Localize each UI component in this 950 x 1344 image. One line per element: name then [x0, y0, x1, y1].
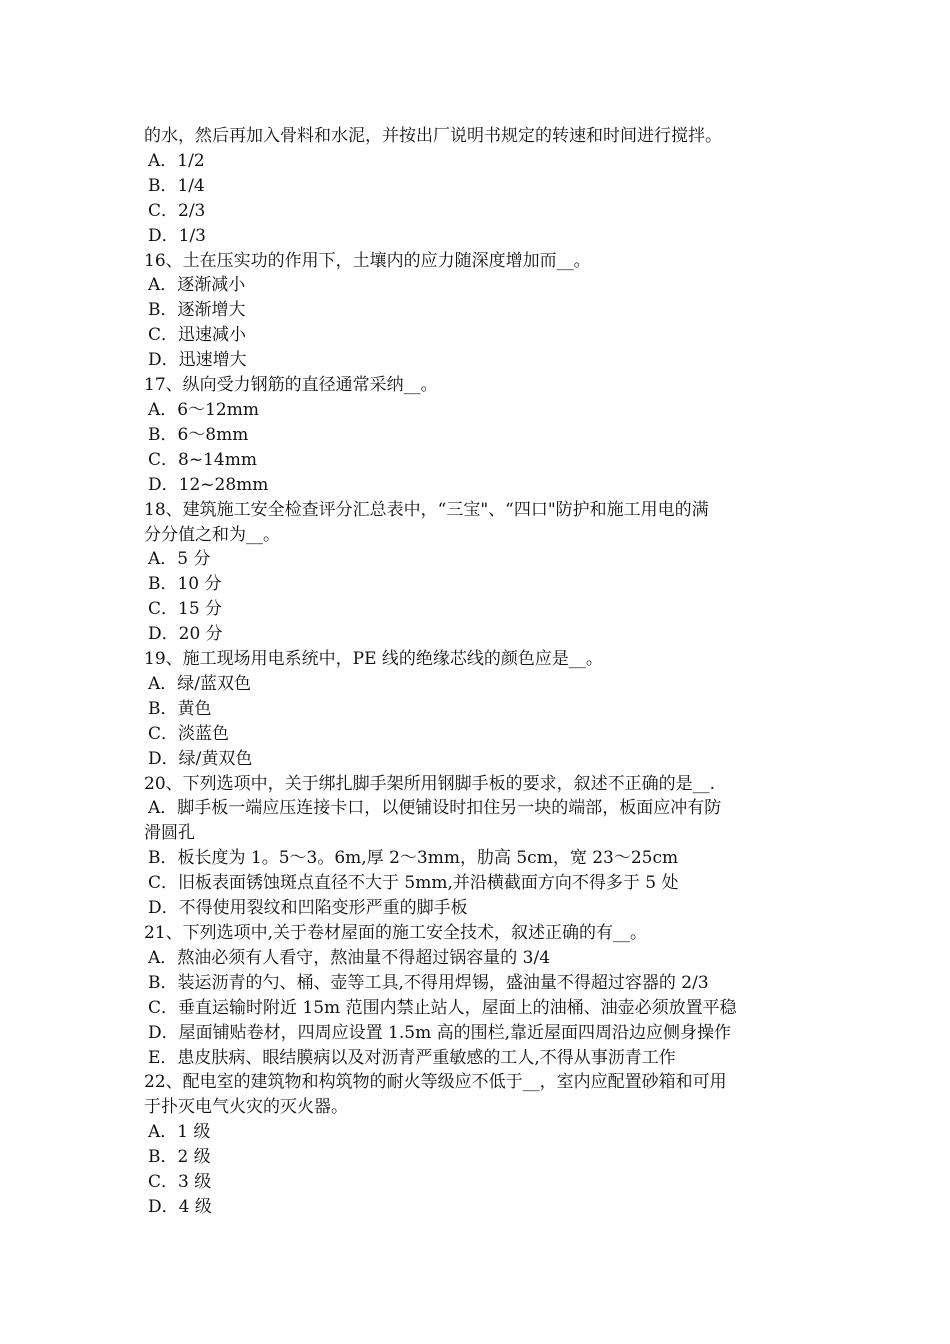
answer-option: D．12~28mm — [148, 474, 269, 495]
answer-option: A．绿/蓝双色 — [148, 673, 252, 694]
answer-option: B．1/4 — [148, 175, 205, 196]
answer-option: D．4 级 — [148, 1196, 212, 1217]
answer-option: C．15 分 — [148, 599, 223, 620]
question-text: 滑圆孔 — [144, 823, 195, 844]
answer-option: B．10 分 — [148, 574, 222, 595]
answer-option: C．垂直运输时附近 15m 范围内禁止站人，屋面上的油桶、油壶必须放置平稳 — [148, 997, 737, 1018]
question-text: 22、配电室的建筑物和构筑物的耐火等级应不低于__，室内应配置砂箱和可用 — [144, 1072, 727, 1093]
answer-option: B．黄色 — [148, 698, 212, 719]
answer-option: D．屋面铺贴卷材，四周应设置 1.5m 高的围栏,靠近屋面四周沿边应侧身操作 — [148, 1022, 731, 1043]
question-text: 21、下列选项中,关于卷材屋面的施工安全技术，叙述正确的有__。 — [144, 923, 648, 943]
question-text: 20、下列选项中，关于绑扎脚手架所用钢脚手板的要求，叙述不正确的是__. — [144, 773, 716, 794]
answer-option: B．逐渐增大 — [148, 300, 246, 321]
answer-option: C．3 级 — [148, 1172, 212, 1193]
answer-option: C．8~14mm — [148, 449, 257, 470]
question-text: 分分值之和为__。 — [144, 524, 280, 545]
answer-option: D．绿/黄双色 — [148, 748, 253, 769]
answer-option: D．迅速增大 — [148, 350, 247, 371]
question-text: 17、纵向受力钢筋的直径通常采纳__。 — [144, 375, 438, 396]
answer-option: A．1/2 — [148, 150, 205, 171]
question-text: 于扑灭电气火灾的灭火器。 — [144, 1097, 348, 1118]
answer-option: A．逐渐减小 — [148, 275, 246, 296]
question-text: 16、土在压实功的作用下，土壤内的应力随深度增加而__。 — [144, 250, 591, 271]
answer-option: B．2 级 — [148, 1147, 211, 1168]
answer-option: A．5 分 — [148, 549, 211, 570]
answer-option: A．6～12mm — [148, 399, 259, 420]
answer-option: D．不得使用裂纹和凹陷变形严重的脚手板 — [148, 898, 468, 919]
answer-option: D．1/3 — [148, 225, 206, 246]
answer-option: A．脚手板一端应压连接卡口，以便铺设时扣住另一块的端部，板面应冲有防 — [148, 798, 722, 819]
answer-option: B．板长度为 1。5～3。6m,厚 2～3mm，肋高 5cm，宽 23～25cm — [148, 848, 679, 869]
answer-option: C．迅速减小 — [148, 325, 247, 346]
question-text: 19、施工现场用电系统中，PE 线的绝缘芯线的颜色应是__。 — [144, 649, 603, 670]
answer-option: A．1 级 — [148, 1122, 211, 1143]
answer-option: D．20 分 — [148, 624, 223, 645]
question-text: 的水，然后再加入骨料和水泥，并按出厂说明书规定的转速和时间进行搅拌。 — [144, 126, 722, 146]
question-text: 18、建筑施工安全检查评分汇总表中，“三宝"、“四口"防护和施工用电的满 — [144, 499, 709, 520]
answer-option: E．患皮肤病、眼结膜病以及对沥青严重敏感的工人,不得从事沥青工作 — [148, 1047, 676, 1068]
answer-option: B．装运沥青的勺、桶、壶等工具,不得用焊锡，盛油量不得超过容器的 2/3 — [148, 972, 709, 993]
answer-option: A．熬油必须有人看守，熬油量不得超过锅容量的 3/4 — [148, 947, 551, 968]
document-body — [144, 124, 810, 1220]
answer-option: C．旧板表面锈蚀斑点直径不大于 5mm,并沿横截面方向不得多于 5 处 — [148, 873, 679, 894]
answer-option: C．2/3 — [148, 200, 206, 221]
answer-option: B．6～8mm — [148, 424, 249, 445]
answer-option: C．淡蓝色 — [148, 723, 230, 744]
